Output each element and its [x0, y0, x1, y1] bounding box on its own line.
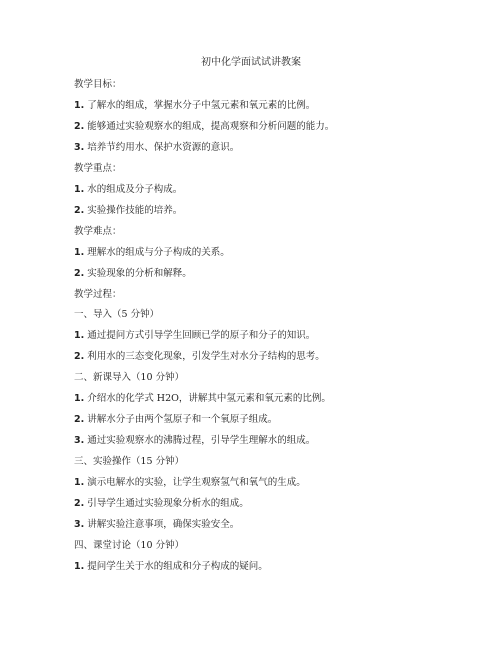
item-number: 1.: [74, 330, 85, 342]
line-text: 利用水的三态变化现象，引发学生对水分子结构的思考。: [87, 351, 325, 363]
numbered-item: [74, 204, 182, 217]
line-text: 演示电解水的实验，让学生观察氢气和氧气的生成。: [87, 477, 306, 489]
section-heading: [74, 162, 122, 175]
numbered-item: [74, 560, 268, 573]
item-number: 1.: [74, 246, 85, 258]
line-text: 了解水的组成，掌握水分子中氢元素和氧元素的比例。: [87, 99, 316, 111]
section-heading: [74, 371, 184, 384]
section-heading: [74, 308, 159, 321]
line-text: 三、实验操作（15 分钟）: [74, 456, 185, 468]
section-heading: [74, 78, 122, 91]
line-text: 教学难点：: [74, 225, 122, 237]
line-text: 通过提问方式引导学生回顾已学的原子和分子的知识。: [87, 330, 316, 342]
numbered-item: [74, 392, 331, 405]
line-text: 介绍水的化学式 H2O，讲解其中氢元素和氧元素的比例。: [87, 393, 331, 405]
item-number: 1.: [74, 477, 85, 489]
item-number: 1.: [74, 560, 85, 572]
numbered-item: [74, 99, 315, 112]
item-number: 1.: [74, 393, 85, 405]
line-text: 教学重点：: [74, 162, 122, 174]
numbered-item: [74, 350, 325, 363]
numbered-item: [74, 476, 306, 489]
item-number: 2.: [74, 498, 85, 509]
line-text: 四、课堂讨论（10 分钟）: [74, 539, 185, 551]
line-text: 引导学生通过实验现象分析水的组成。: [87, 498, 249, 509]
section-heading: [74, 455, 184, 468]
numbered-item: [74, 246, 230, 259]
item-number: 2.: [74, 204, 85, 216]
line-text: 实验现象的分析和解释。: [87, 267, 192, 279]
item-number: 2.: [74, 120, 85, 132]
numbered-item: [74, 497, 249, 510]
item-number: 2.: [74, 414, 85, 426]
item-number: 3.: [74, 141, 85, 153]
line-text: 水的组成及分子构成。: [87, 183, 183, 195]
numbered-item: [74, 267, 192, 280]
item-number: 2.: [74, 351, 85, 363]
item-number: 2.: [74, 267, 85, 279]
line-text: 教学过程：: [74, 288, 122, 300]
item-number: 3.: [74, 518, 85, 530]
line-text: 理解水的组成与分子构成的关系。: [87, 246, 230, 258]
numbered-item: [74, 518, 239, 531]
document-title: 初中化学面试试讲教案: [201, 57, 301, 68]
section-heading: [74, 288, 122, 301]
numbered-item: [74, 434, 315, 447]
numbered-item: [74, 120, 334, 133]
line-text: 实验操作技能的培养。: [87, 204, 183, 216]
item-number: 1.: [74, 99, 85, 111]
item-number: 1.: [74, 183, 85, 195]
line-text: 一、导入（5 分钟）: [74, 309, 160, 321]
section-heading: [74, 539, 184, 552]
numbered-item: [74, 329, 315, 342]
numbered-item: [74, 183, 182, 196]
numbered-item: [74, 141, 239, 154]
line-text: 教学目标：: [74, 79, 122, 90]
line-text: 通过实验观察水的沸腾过程，引导学生理解水的组成。: [87, 435, 316, 447]
line-text: 讲解水分子由两个氢原子和一个氧原子组成。: [87, 414, 278, 426]
line-text: 讲解实验注意事项，确保实验安全。: [87, 518, 240, 530]
line-text: 二、新课导入（10 分钟）: [74, 372, 185, 384]
section-heading: [74, 225, 122, 238]
line-text: 能够通过实验观察水的组成，提高观察和分析问题的能力。: [87, 120, 335, 132]
line-text: 提问学生关于水的组成和分子构成的疑问。: [87, 560, 268, 572]
item-number: 3.: [74, 435, 85, 447]
line-text: 培养节约用水、保护水资源的意识。: [87, 141, 240, 153]
numbered-item: [74, 413, 277, 426]
